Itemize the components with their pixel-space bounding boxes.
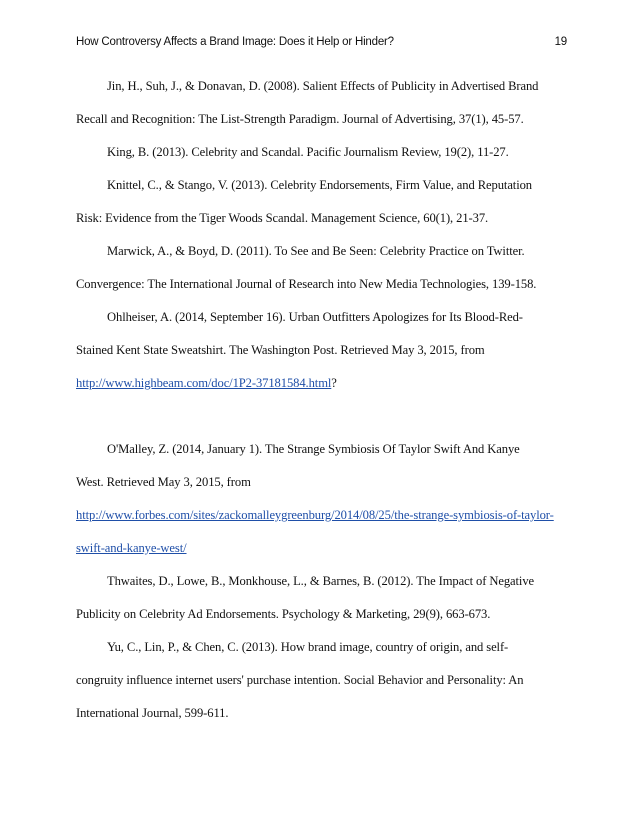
reference-line: O'Malley, Z. (2014, January 1). The Strange Symbiosis Of Taylor Swift And Kanye: [107, 442, 520, 456]
reference-line: Knittel, C., & Stango, V. (2013). Celebrity Endorsements, Firm Value, and Reputation: [107, 178, 532, 192]
reference-line: King, B. (2013). Celebrity and Scandal. Pacific Journalism Review, 19(2), 11-27.: [107, 145, 509, 159]
reference-line: Ohlheiser, A. (2014, September 16). Urban Outfitters Apologizes for Its Blood-Red-: [107, 310, 523, 324]
reference-line: Stained Kent State Sweatshirt. The Washington Post. Retrieved May 3, 2015, from: [76, 343, 485, 357]
reference-line: West. Retrieved May 3, 2015, from: [76, 475, 251, 489]
reference-link-line: [76, 499, 568, 532]
reference-entry-ohlheiser: [76, 301, 568, 400]
reference-line: Risk: Evidence from the Tiger Woods Scandal. Management Science, 60(1), 21-37.: [76, 211, 489, 225]
reference-link-forbes[interactable]: http://www.forbes.com/sites/zackomalleygreenburg/2014/08/25/the-strange-symbiosis-of-taylor-: [76, 508, 554, 522]
reference-entry-omalley: [76, 433, 568, 565]
reference-entry-yu: [76, 631, 568, 730]
reference-line: Recall and Recognition: The List-Strength Paradigm. Journal of Advertising, 37(1), 45-57.: [76, 112, 524, 126]
reference-line: Convergence: The International Journal of Research into New Media Technologies, 139-158.: [76, 277, 537, 291]
page-number: 19: [554, 36, 567, 48]
reference-link-forbes-continued[interactable]: swift-and-kanye-west/: [76, 541, 187, 555]
reference-line: congruity influence internet users' purchase intention. Social Behavior and Personality: An: [76, 673, 524, 687]
reference-link-suffix: ?: [331, 376, 337, 390]
reference-entry-thwaites: [76, 565, 568, 631]
reference-entry-knittel: [76, 169, 568, 235]
reference-line: International Journal, 599-611.: [76, 706, 229, 720]
running-head: How Controversy Affects a Brand Image: Does it Help or Hinder?: [76, 36, 394, 48]
reference-entry-jin: [76, 70, 568, 136]
page-header: [76, 36, 567, 52]
reference-line: Publicity on Celebrity Ad Endorsements. Psychology & Marketing, 29(9), 663-673.: [76, 607, 491, 621]
reference-entry-king: [76, 136, 568, 169]
reference-line: Yu, C., Lin, P., & Chen, C. (2013). How brand image, country of origin, and self-: [107, 640, 509, 654]
reference-list: [76, 70, 568, 730]
reference-entry-marwick: [76, 235, 568, 301]
reference-link-line: [76, 532, 568, 565]
reference-line: Thwaites, D., Lowe, B., Monkhouse, L., & Barnes, B. (2012). The Impact of Negative: [107, 574, 535, 588]
reference-line: Marwick, A., & Boyd, D. (2011). To See and Be Seen: Celebrity Practice on Twitter.: [107, 244, 525, 258]
reference-link-line: [76, 367, 568, 400]
reference-link-highbeam[interactable]: http://www.highbeam.com/doc/1P2-37181584.html: [76, 376, 332, 390]
reference-line: Jin, H., Suh, J., & Donavan, D. (2008). Salient Effects of Publicity in Advertised Brand: [107, 79, 539, 93]
